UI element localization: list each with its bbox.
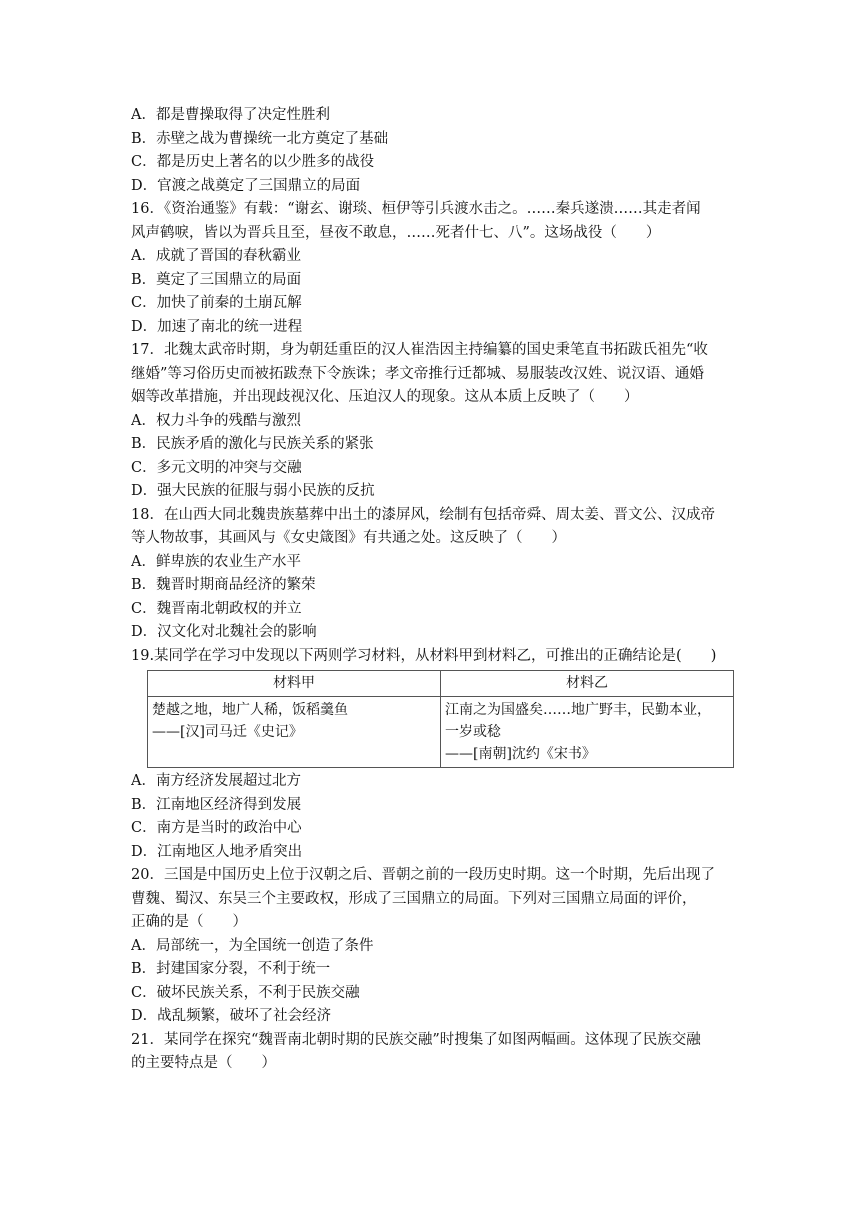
material-b-cell bbox=[441, 697, 734, 768]
question-stem-line: 16．《资治通鉴》有载：“谢玄、谢琰、桓伊等引兵渡水击之。……秦兵遂溃……其走者闻 bbox=[131, 201, 701, 217]
material-b-header: 材料乙 bbox=[441, 671, 734, 697]
option-d: D．战乱频繁，破坏了社会经济 bbox=[131, 1008, 332, 1024]
option-a: A．局部统一，为全国统一创造了条件 bbox=[131, 937, 374, 954]
material-a-cell bbox=[148, 697, 441, 768]
option-b: B．江南地区经济得到发展 bbox=[131, 796, 302, 813]
question-stem-line: 曹魏、蜀汉、东吴三个主要政权，形成了三国鼎立的局面。下列对三国鼎立局面的评价， bbox=[131, 890, 697, 907]
question-stem-line: 的主要特点是（ ） bbox=[131, 1055, 276, 1071]
option-d: D．官渡之战奠定了三国鼎立的局面 bbox=[131, 177, 361, 194]
option-d: D．汉文化对北魏社会的影响 bbox=[131, 624, 317, 640]
material-a-text: 楚越之地，地广人稀，饭稻羹鱼 bbox=[152, 702, 348, 718]
material-b-text-cont: 一岁或稔 bbox=[445, 724, 501, 740]
option-c: C．多元文明的冲突与交融 bbox=[131, 459, 302, 476]
option-c: C．加快了前秦的土崩瓦解 bbox=[131, 295, 302, 311]
material-b-text: 江南之为国盛矣……地广野丰，民勤本业， bbox=[445, 702, 711, 718]
question-stem-line: 风声鹤唳，皆以为晋兵且至，昼夜不敢息，……死者什七、八”。这场战役（ ） bbox=[131, 224, 661, 241]
question-19 bbox=[131, 645, 736, 865]
option-a: A．鲜卑族的农业生产水平 bbox=[131, 553, 301, 570]
question-list bbox=[131, 104, 736, 1076]
option-c: C．南方是当时的政治中心 bbox=[131, 820, 302, 836]
option-b: B．民族矛盾的激化与民族关系的紧张 bbox=[131, 436, 374, 452]
question-stem-line: 继婚”等习俗历史而被拓跋焘下令族诛；孝文帝推行迁都城、易服装改汉姓、说汉语、通婚 bbox=[131, 365, 704, 382]
question-15 bbox=[131, 104, 736, 198]
question-stem-line: 20．三国是中国历史上位于汉朝之后、晋朝之前的一段历史时期。这一个时期，先后出现了 bbox=[131, 867, 715, 883]
option-b: B．魏晋时期商品经济的繁荣 bbox=[131, 577, 316, 593]
option-a: A．都是曹操取得了决定性胜利 bbox=[131, 107, 330, 123]
question-stem-line: 正确的是（ ） bbox=[131, 914, 247, 930]
option-b: B．封建国家分裂，不利于统一 bbox=[131, 961, 331, 977]
option-d: D．江南地区人地矛盾突出 bbox=[131, 843, 303, 860]
option-c: C．都是历史上著名的以少胜多的战役 bbox=[131, 154, 375, 170]
question-stem-line: 21．某同学在探究“魏晋南北朝时期的民族交融”时搜集了如图两幅画。这体现了民族交融 bbox=[131, 1031, 701, 1048]
material-a-header: 材料甲 bbox=[148, 671, 441, 697]
question-stem-line: 19.某同学在学习中发现以下两则学习材料，从材料甲到材料乙，可推出的正确结论是( ) bbox=[131, 647, 717, 664]
material-a-source: ——[汉]司马迁《史记》 bbox=[152, 724, 303, 740]
option-c: C．魏晋南北朝政权的并立 bbox=[131, 600, 302, 617]
question-stem-line: 18．在山西大同北魏贵族墓葬中出土的漆屏风，绘制有包括帝舜、周太姜、晋文公、汉成帝 bbox=[131, 506, 715, 523]
question-stem-line: 17．北魏太武帝时期，身为朝廷重臣的汉人崔浩因主持编纂的国史秉笔直书拓跋氏祖先“收 bbox=[131, 342, 708, 358]
option-d: D．加速了南北的统一进程 bbox=[131, 318, 303, 335]
option-a: A．权力斗争的残酷与激烈 bbox=[131, 412, 301, 429]
question-stem-line: 等人物故事，其画风与《女史箴图》有共通之处。这反映了（ ） bbox=[131, 530, 566, 546]
option-b: B．奠定了三国鼎立的局面 bbox=[131, 271, 302, 288]
option-c: C．破坏民族关系，不利于民族交融 bbox=[131, 984, 360, 1001]
question-17 bbox=[131, 339, 736, 504]
option-a: A．成就了晋国的春秋霸业 bbox=[131, 248, 301, 264]
question-18 bbox=[131, 504, 736, 645]
question-21 bbox=[131, 1029, 736, 1076]
option-a: A．南方经济发展超过北方 bbox=[131, 773, 301, 789]
materials-table bbox=[147, 670, 734, 768]
option-d: D．强大民族的征服与弱小民族的反抗 bbox=[131, 483, 375, 499]
question-stem-line: 姻等改革措施，并出现歧视汉化、压迫汉人的现象。这从本质上反映了（ ） bbox=[131, 389, 639, 405]
option-b: B．赤壁之战为曹操统一北方奠定了基础 bbox=[131, 130, 389, 147]
question-20 bbox=[131, 864, 736, 1029]
question-16 bbox=[131, 198, 736, 339]
material-b-source: ——[南朝]沈约《宋书》 bbox=[445, 746, 596, 762]
